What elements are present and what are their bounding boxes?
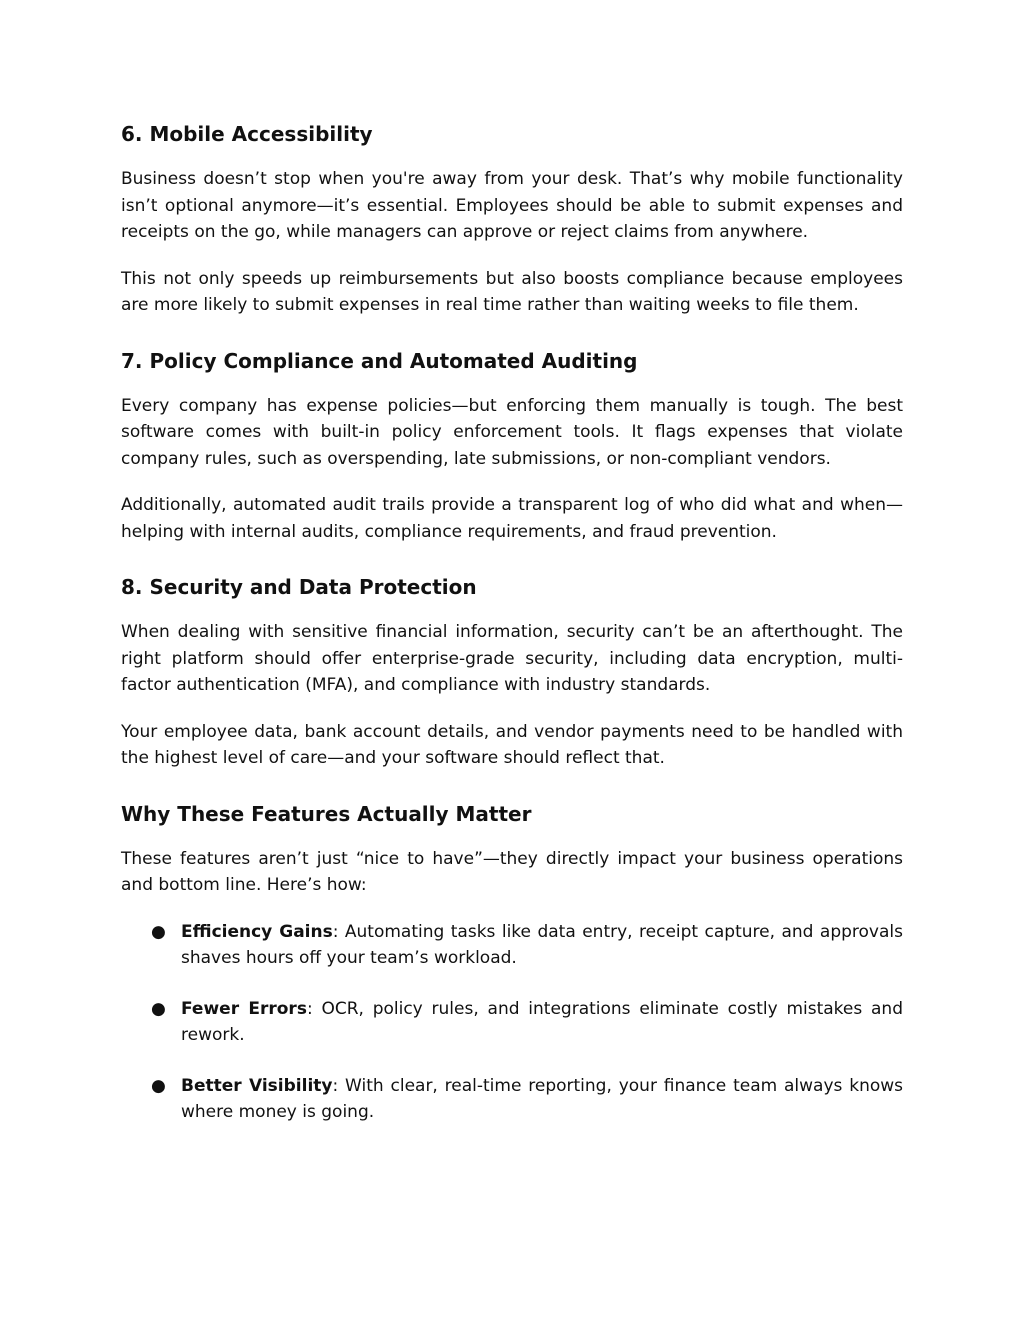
list-item-term: Fewer Errors bbox=[181, 998, 307, 1019]
bullet-icon: ● bbox=[151, 921, 166, 942]
section-paragraph: This not only speeds up reimbursements but also boosts compliance because employees are more likely to submit expenses in real time rather than waiting weeks to file them. bbox=[121, 268, 903, 315]
section-paragraph: Every company has expense policies—but enforcing them manually is tough. The best software comes with built-in policy enforcement tools. It flags expenses that violate company rules, such as overspending, late submissions, or non-compliant vendors. bbox=[121, 395, 903, 469]
section-security bbox=[121, 571, 903, 772]
list-item-text: : Automating tasks like data entry, receipt capture, and approvals shaves hours off your team’s workload. bbox=[181, 921, 903, 968]
section-heading: 6. Mobile Accessibility bbox=[121, 122, 373, 146]
section-paragraph: Additionally, automated audit trails provide a transparent log of who did what and when—helping with internal audits, compliance requirements, and fraud prevention. bbox=[121, 495, 903, 542]
section-paragraph: Business doesn’t stop when you're away from your desk. That’s why mobile functionality isn’t optional anymore—it’s essential. Employees should be able to submit expenses and receipts on the go, while managers can approve or reject claims from anywhere. bbox=[121, 169, 903, 242]
list-item bbox=[121, 996, 903, 1049]
section-why-features-matter bbox=[121, 798, 903, 899]
section-heading: 7. Policy Compliance and Automated Auditing bbox=[121, 348, 638, 373]
bullet-icon: ● bbox=[151, 1075, 166, 1096]
section-heading: 8. Security and Data Protection bbox=[121, 575, 477, 599]
section-paragraph: These features aren’t just “nice to have”—they directly impact your business operations and bottom line. Here’s how: bbox=[121, 848, 903, 895]
list-item-term: Efficiency Gains bbox=[181, 921, 333, 942]
list-item-term: Better Visibility bbox=[181, 1075, 333, 1096]
section-mobile-accessibility bbox=[121, 118, 903, 319]
list-item bbox=[121, 1073, 903, 1126]
bullet-icon: ● bbox=[151, 998, 166, 1019]
benefits-list bbox=[121, 919, 903, 1126]
section-paragraph: When dealing with sensitive financial information, security can’t be an afterthought. The right platform should offer enterprise-grade security, including data encryption, multi-factor authentication (MFA), and compliance with industry standards. bbox=[121, 622, 903, 695]
section-heading: Why These Features Actually Matter bbox=[121, 801, 532, 826]
list-item-text: : OCR, policy rules, and integrations eliminate costly mistakes and rework. bbox=[181, 998, 903, 1045]
list-item bbox=[121, 919, 903, 972]
section-paragraph: Your employee data, bank account details, and vendor payments need to be handled with the highest level of care—and your software should reflect that. bbox=[121, 721, 903, 768]
document-page bbox=[121, 118, 903, 1150]
section-policy-compliance bbox=[121, 345, 903, 546]
list-item-text: : With clear, real-time reporting, your finance team always knows where money is going. bbox=[181, 1075, 904, 1122]
